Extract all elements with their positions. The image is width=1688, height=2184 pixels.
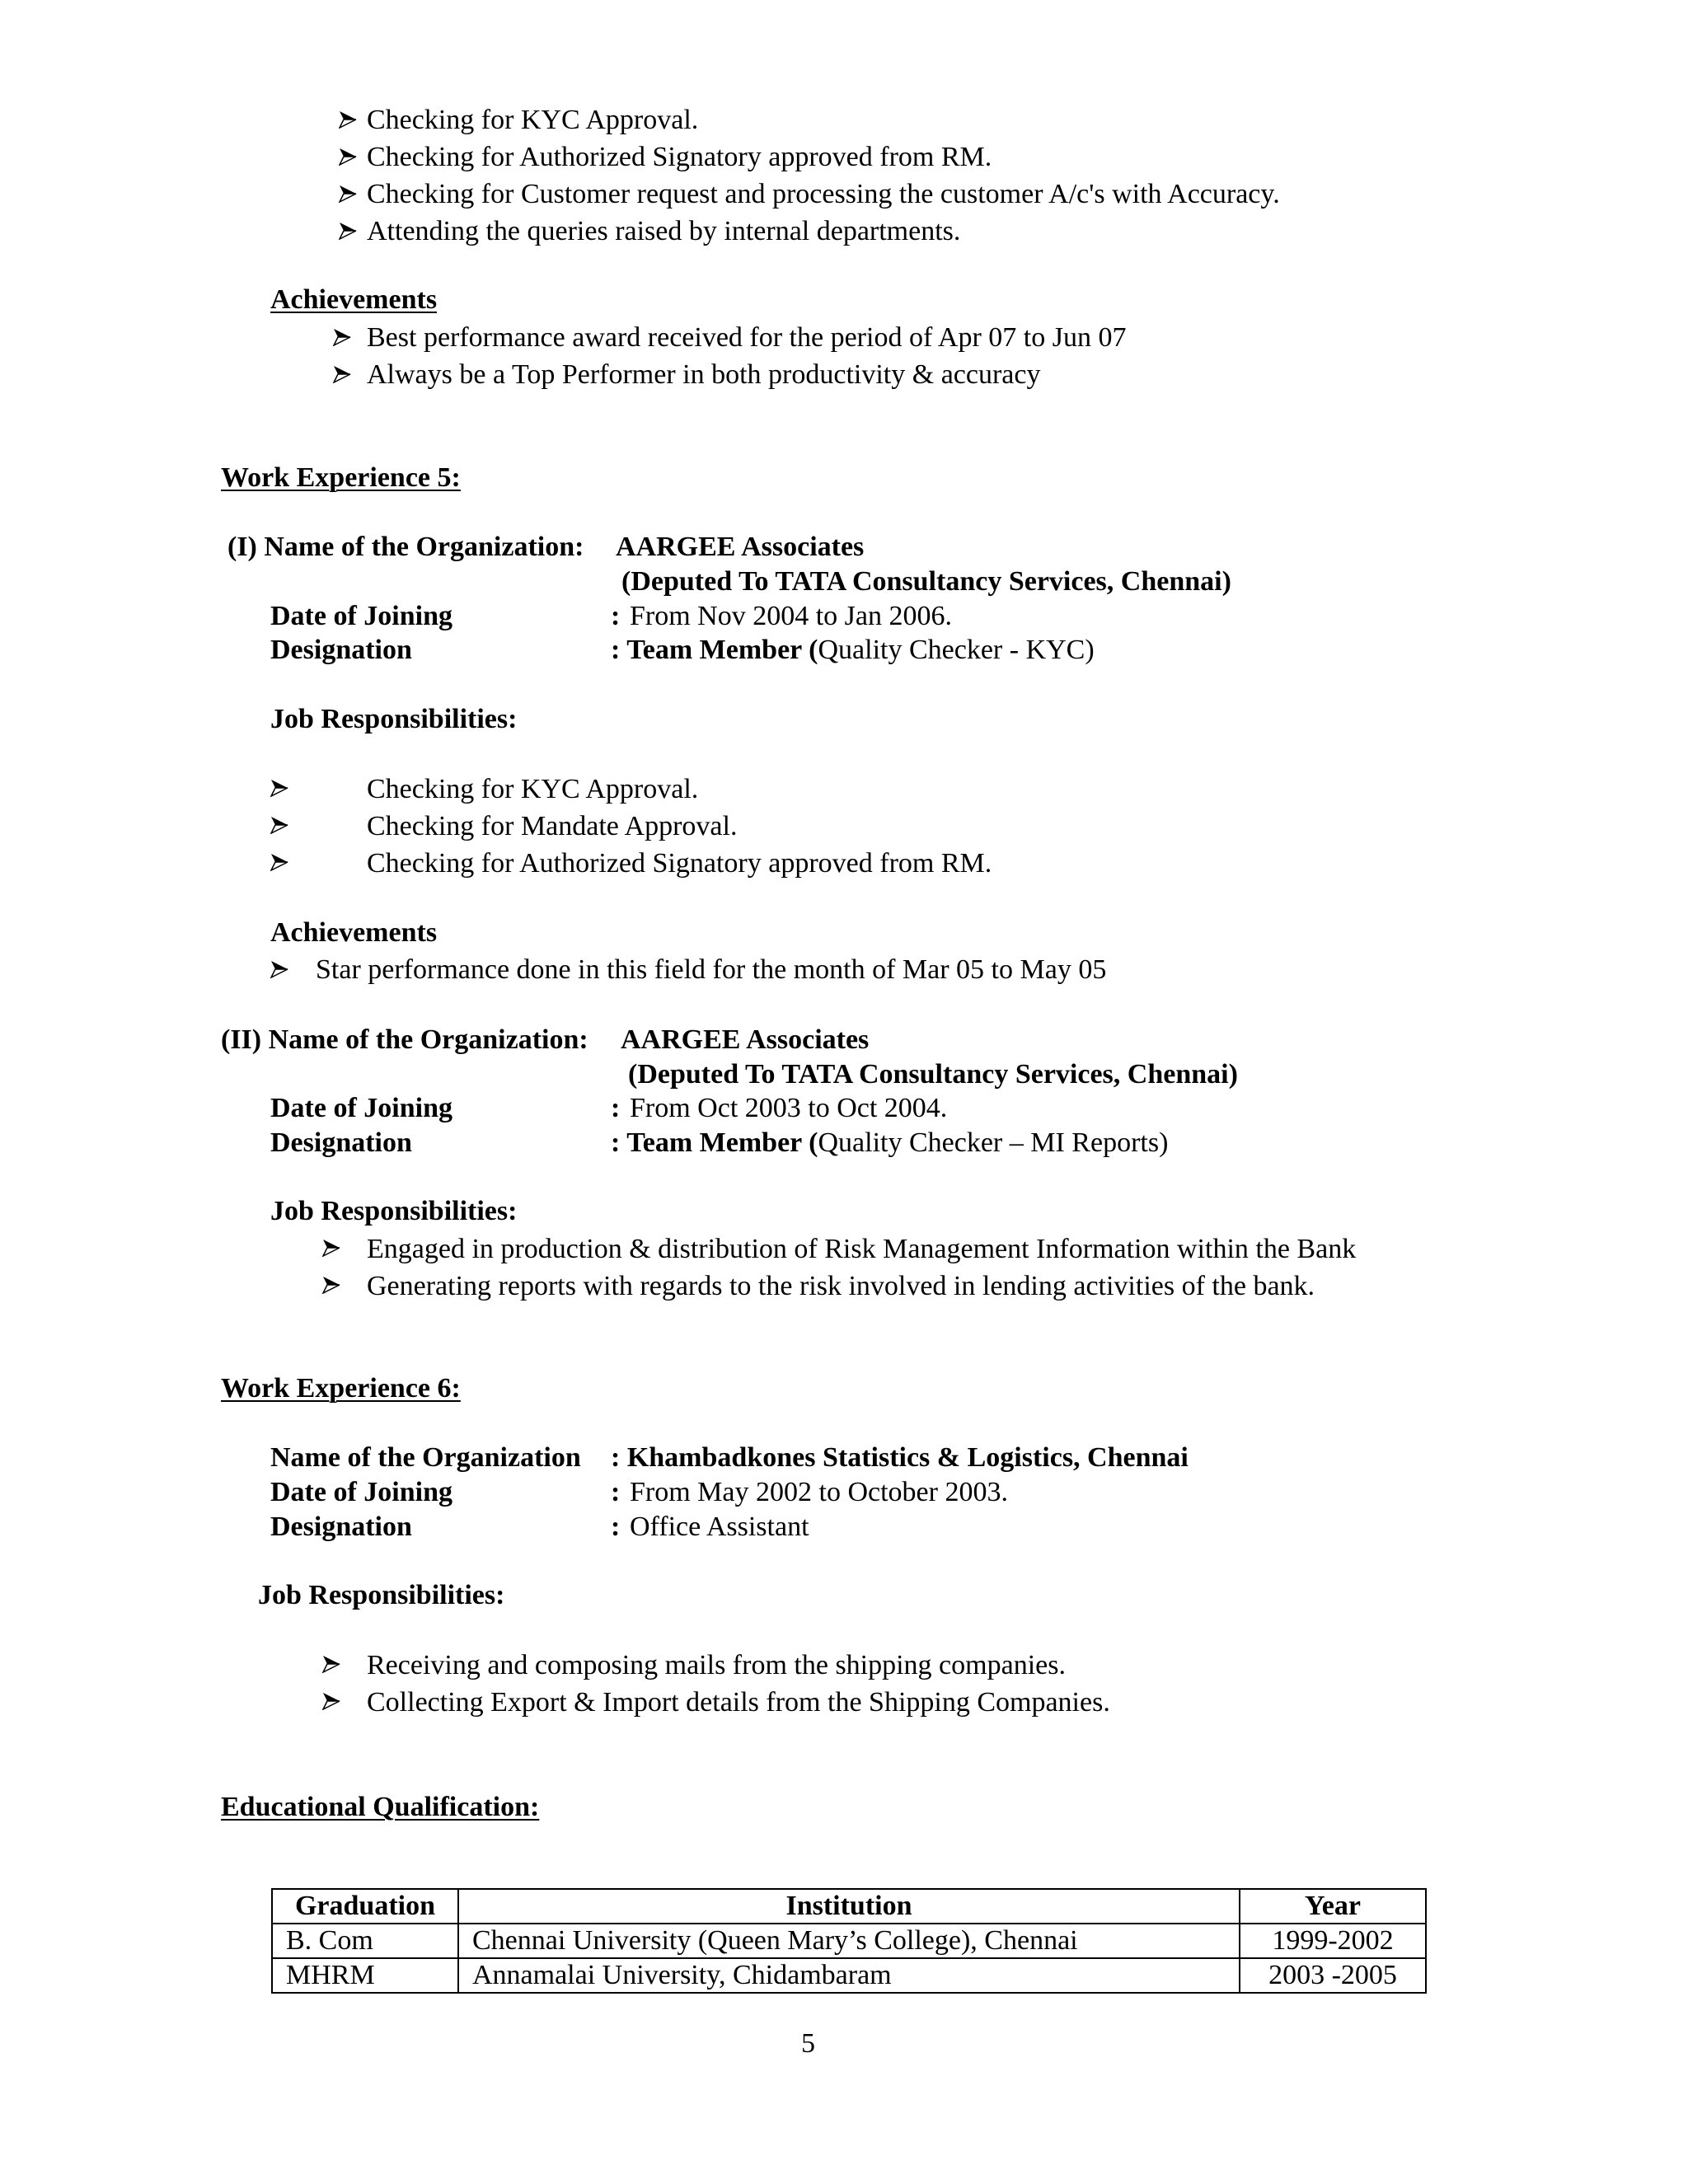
achievement-text: Star performance done in this field for the month of Mar 05 to May 05 [316, 954, 1107, 985]
responsibility-text: Receiving and composing mails from the shipping companies. [367, 1650, 1066, 1680]
org2-designation-value [611, 1129, 1168, 1157]
column-header-graduation: Graduation [272, 1889, 458, 1924]
bullet-text: Checking for KYC Approval. [367, 105, 699, 135]
org1-doj-value: From Nov 2004 to Jan 2006. [630, 601, 952, 631]
responsibility-text: Checking for KYC Approval. [367, 774, 699, 804]
we6-org-value: : Khambadkones Statistics & Logistics, Chennai [611, 1442, 1189, 1473]
org1-designation-label: Designation [270, 635, 412, 665]
org1-designation-role: : Team Member ( [611, 635, 818, 665]
org1-designation-detail: Quality Checker - KYC) [818, 635, 1095, 665]
table-row [272, 1924, 1426, 1958]
org2-name: AARGEE Associates [621, 1024, 870, 1055]
institution-cell: Annamalai University, Chidambaram [458, 1958, 1240, 1993]
responsibility-text: Generating reports with regards to the risk involved in lending activities of the bank. [367, 1271, 1315, 1301]
work-experience-5-heading: Work Experience 5: [221, 462, 461, 493]
we6-doj-value: From May 2002 to October 2003. [630, 1477, 1008, 1507]
we6-designation-colon: : [611, 1511, 621, 1542]
page-number: 5 [801, 2028, 815, 2059]
arrow-bullet-icon [339, 222, 357, 240]
org1-responsibilities-heading: Job Responsibilities: [270, 704, 518, 734]
org2-doj-value: From Oct 2003 to Oct 2004. [630, 1093, 948, 1123]
work-experience-6-heading: Work Experience 6: [221, 1373, 461, 1404]
responsibility-text: Engaged in production & distribution of Risk Management Information within the Bank [367, 1234, 1357, 1264]
arrow-bullet-icon [322, 1276, 340, 1294]
arrow-bullet-icon [270, 960, 288, 978]
arrow-bullet-icon [333, 328, 351, 346]
org2-designation-label: Designation [270, 1127, 412, 1158]
we6-designation-value: Office Assistant [630, 1511, 809, 1542]
responsibility-text: Collecting Export & Import details from the Shipping Companies. [367, 1687, 1110, 1718]
we6-org-label: Name of the Organization [270, 1442, 581, 1473]
education-heading: Educational Qualification: [221, 1792, 540, 1822]
org2-designation-detail: Quality Checker – MI Reports) [818, 1127, 1169, 1158]
column-header-year: Year [1240, 1889, 1426, 1924]
column-header-institution: Institution [458, 1889, 1240, 1924]
org1-achievements-heading: Achievements [270, 917, 438, 948]
org2-responsibilities-heading: Job Responsibilities: [270, 1196, 518, 1226]
org1-designation-value [611, 636, 1095, 664]
arrow-bullet-icon [339, 110, 357, 129]
responsibility-text: Checking for Mandate Approval. [367, 811, 738, 841]
org1-doj-colon: : [611, 601, 621, 631]
we6-responsibilities-heading: Job Responsibilities: [258, 1580, 505, 1610]
bullet-text: Checking for Customer request and processing the customer A/c's with Accuracy. [367, 179, 1280, 209]
we6-designation-label: Designation [270, 1511, 412, 1542]
graduation-cell: MHRM [272, 1958, 458, 1993]
arrow-bullet-icon [270, 779, 288, 797]
table-header-row [272, 1889, 1426, 1924]
org1-name: AARGEE Associates [616, 532, 865, 562]
achievements-heading: Achievements [270, 284, 438, 315]
bullet-text: Checking for Authorized Signatory approved from RM. [367, 142, 992, 172]
arrow-bullet-icon [333, 365, 351, 383]
bullet-text: Attending the queries raised by internal departments. [367, 216, 961, 246]
org2-doj-colon: : [611, 1093, 621, 1123]
achievement-text: Best performance award received for the period of Apr 07 to Jun 07 [367, 322, 1127, 353]
year-cell: 2003 -2005 [1240, 1958, 1426, 1993]
org2-designation-role: : Team Member ( [611, 1127, 818, 1158]
achievement-text: Always be a Top Performer in both productivity & accuracy [367, 359, 1041, 390]
org2-deputed: (Deputed To TATA Consultancy Services, Chennai) [628, 1059, 1238, 1090]
responsibility-text: Checking for Authorized Signatory approved from RM. [367, 848, 992, 879]
arrow-bullet-icon [339, 185, 357, 203]
arrow-bullet-icon [322, 1692, 340, 1710]
we6-doj-colon: : [611, 1477, 621, 1507]
org1-label: (I) Name of the Organization: [227, 532, 584, 562]
graduation-cell: B. Com [272, 1924, 458, 1958]
table-row [272, 1958, 1426, 1993]
org1-doj-label: Date of Joining [270, 601, 452, 631]
education-table [271, 1888, 1427, 1994]
org2-doj-label: Date of Joining [270, 1093, 452, 1123]
year-cell: 1999-2002 [1240, 1924, 1426, 1958]
arrow-bullet-icon [322, 1655, 340, 1673]
arrow-bullet-icon [270, 816, 288, 834]
arrow-bullet-icon [339, 148, 357, 166]
we6-doj-label: Date of Joining [270, 1477, 452, 1507]
institution-cell: Chennai University (Queen Mary’s College), Chennai [458, 1924, 1240, 1958]
arrow-bullet-icon [270, 853, 288, 871]
org1-deputed: (Deputed To TATA Consultancy Services, Chennai) [621, 566, 1231, 597]
arrow-bullet-icon [322, 1239, 340, 1257]
org2-label: (II) Name of the Organization: [221, 1024, 588, 1055]
